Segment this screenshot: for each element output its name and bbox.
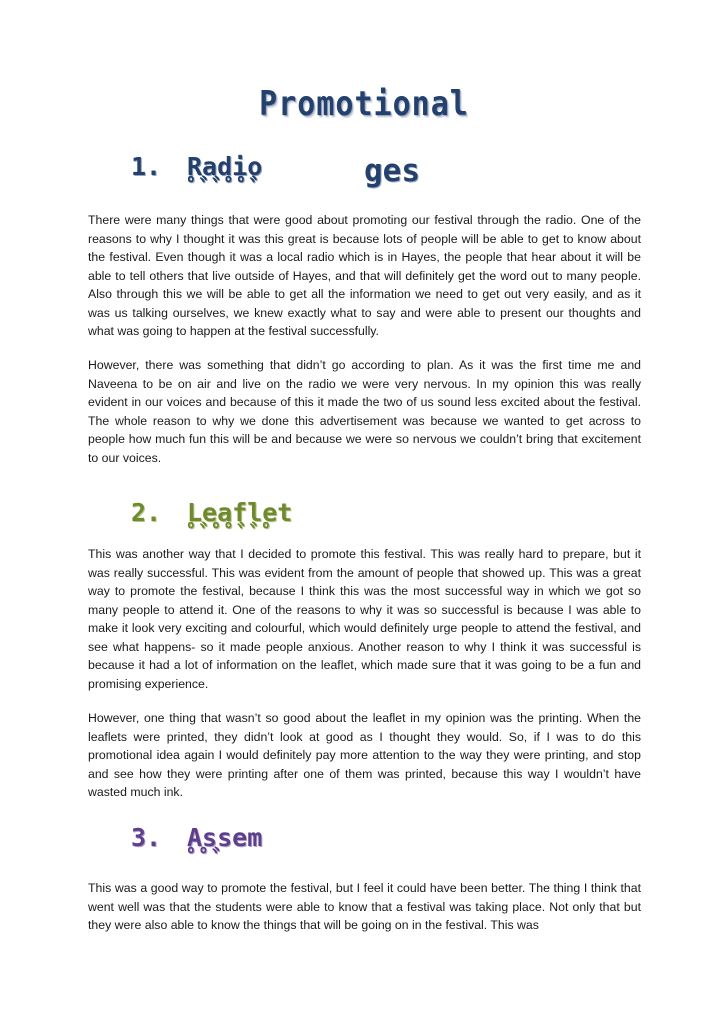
section-heading-text: Leaflet: [187, 498, 293, 527]
paragraph-leaflet-2: However, one thing that wasn’t so good about the leaflet in my opinion was the printing. When the leaflets were printed, they didn’t look at good as I thought they would. So, if I was to do this promotional idea again I would definitely pay more attention to the way they were printing, and stop and see how they were printing after one of them was printed, because this way I wouldn’t have wasted much ink.: [88, 711, 641, 799]
section-heading-fragment: ﾟﾞﾟﾟﾞﾞﾟ: [187, 520, 275, 549]
section-number: 1.: [131, 152, 162, 181]
section-heading-leaflet: [131, 498, 431, 549]
section-heading-fragment: ﾟﾞﾞﾟﾟﾞ: [187, 174, 263, 203]
paragraph-radio-1: There were many things that were good about promoting our festival through the radio. One of the reasons to why I thought it was this great is because lots of people will be able to get to know about the festival. Even though it was a local radio which is in Hayes, the people that hear about it will be able to tell others that live outside of Hayes, and that will definitely get the word out to many people. Also through this we will be able to get all the information we need to get out very easily, and as it was us talking ourselves, we knew exactly what to say and were able to present our thoughts and what was going to happen at the festival successfully.: [88, 213, 641, 338]
paragraph-leaflet-1: This was another way that I decided to promote this festival. This was really hard to prepare, but it was really successful. This was evident from the amount of people that showed up. This was a great way to promote the festival, because I think this was the most successful way in which we got so many people to attend it. One of the reasons to why it was so successful is because I was able to make it look very exciting and colourful, which would definitely urge people to attend the festival, and see what happens- so it made people anxious. Another reason to why I think it was successful is because it had a lot of information on the leaflet, which made sure that it was going to be a fun and promising experience.: [88, 547, 641, 691]
section-heading-assembly: [131, 823, 431, 874]
section-heading-fragment: ﾟﾟﾞ: [187, 845, 225, 874]
section-heading-trail: ges: [364, 153, 420, 189]
section-number: 3.: [131, 823, 162, 852]
document-title: Promotional: [259, 84, 469, 125]
section-number: 2.: [131, 498, 162, 527]
paragraph-assembly-1: This was a good way to promote the festival, but I feel it could have been better. The thing I think that went well was that the students were able to know that a festival was taking place. Not only that but they were also able to know the things that will be going on in the festival. This was: [88, 881, 641, 932]
paragraph-radio-2: However, there was something that didn’t go according to plan. As it was the first time me and Naveena to be on air and live on the radio we were very nervous. In my opinion this was really evident in our voices and because of this it made the two of us sound less excited about the festival. The whole reason to why we done this advertisement was because we wanted to get across to people how much fun this will be and because we were so nervous we couldn’t bring that excitement to our voices.: [88, 358, 641, 465]
section-heading-radio: [131, 152, 491, 203]
section-heading-text: Radio: [187, 152, 263, 181]
section-heading-text: Assem: [187, 823, 263, 852]
